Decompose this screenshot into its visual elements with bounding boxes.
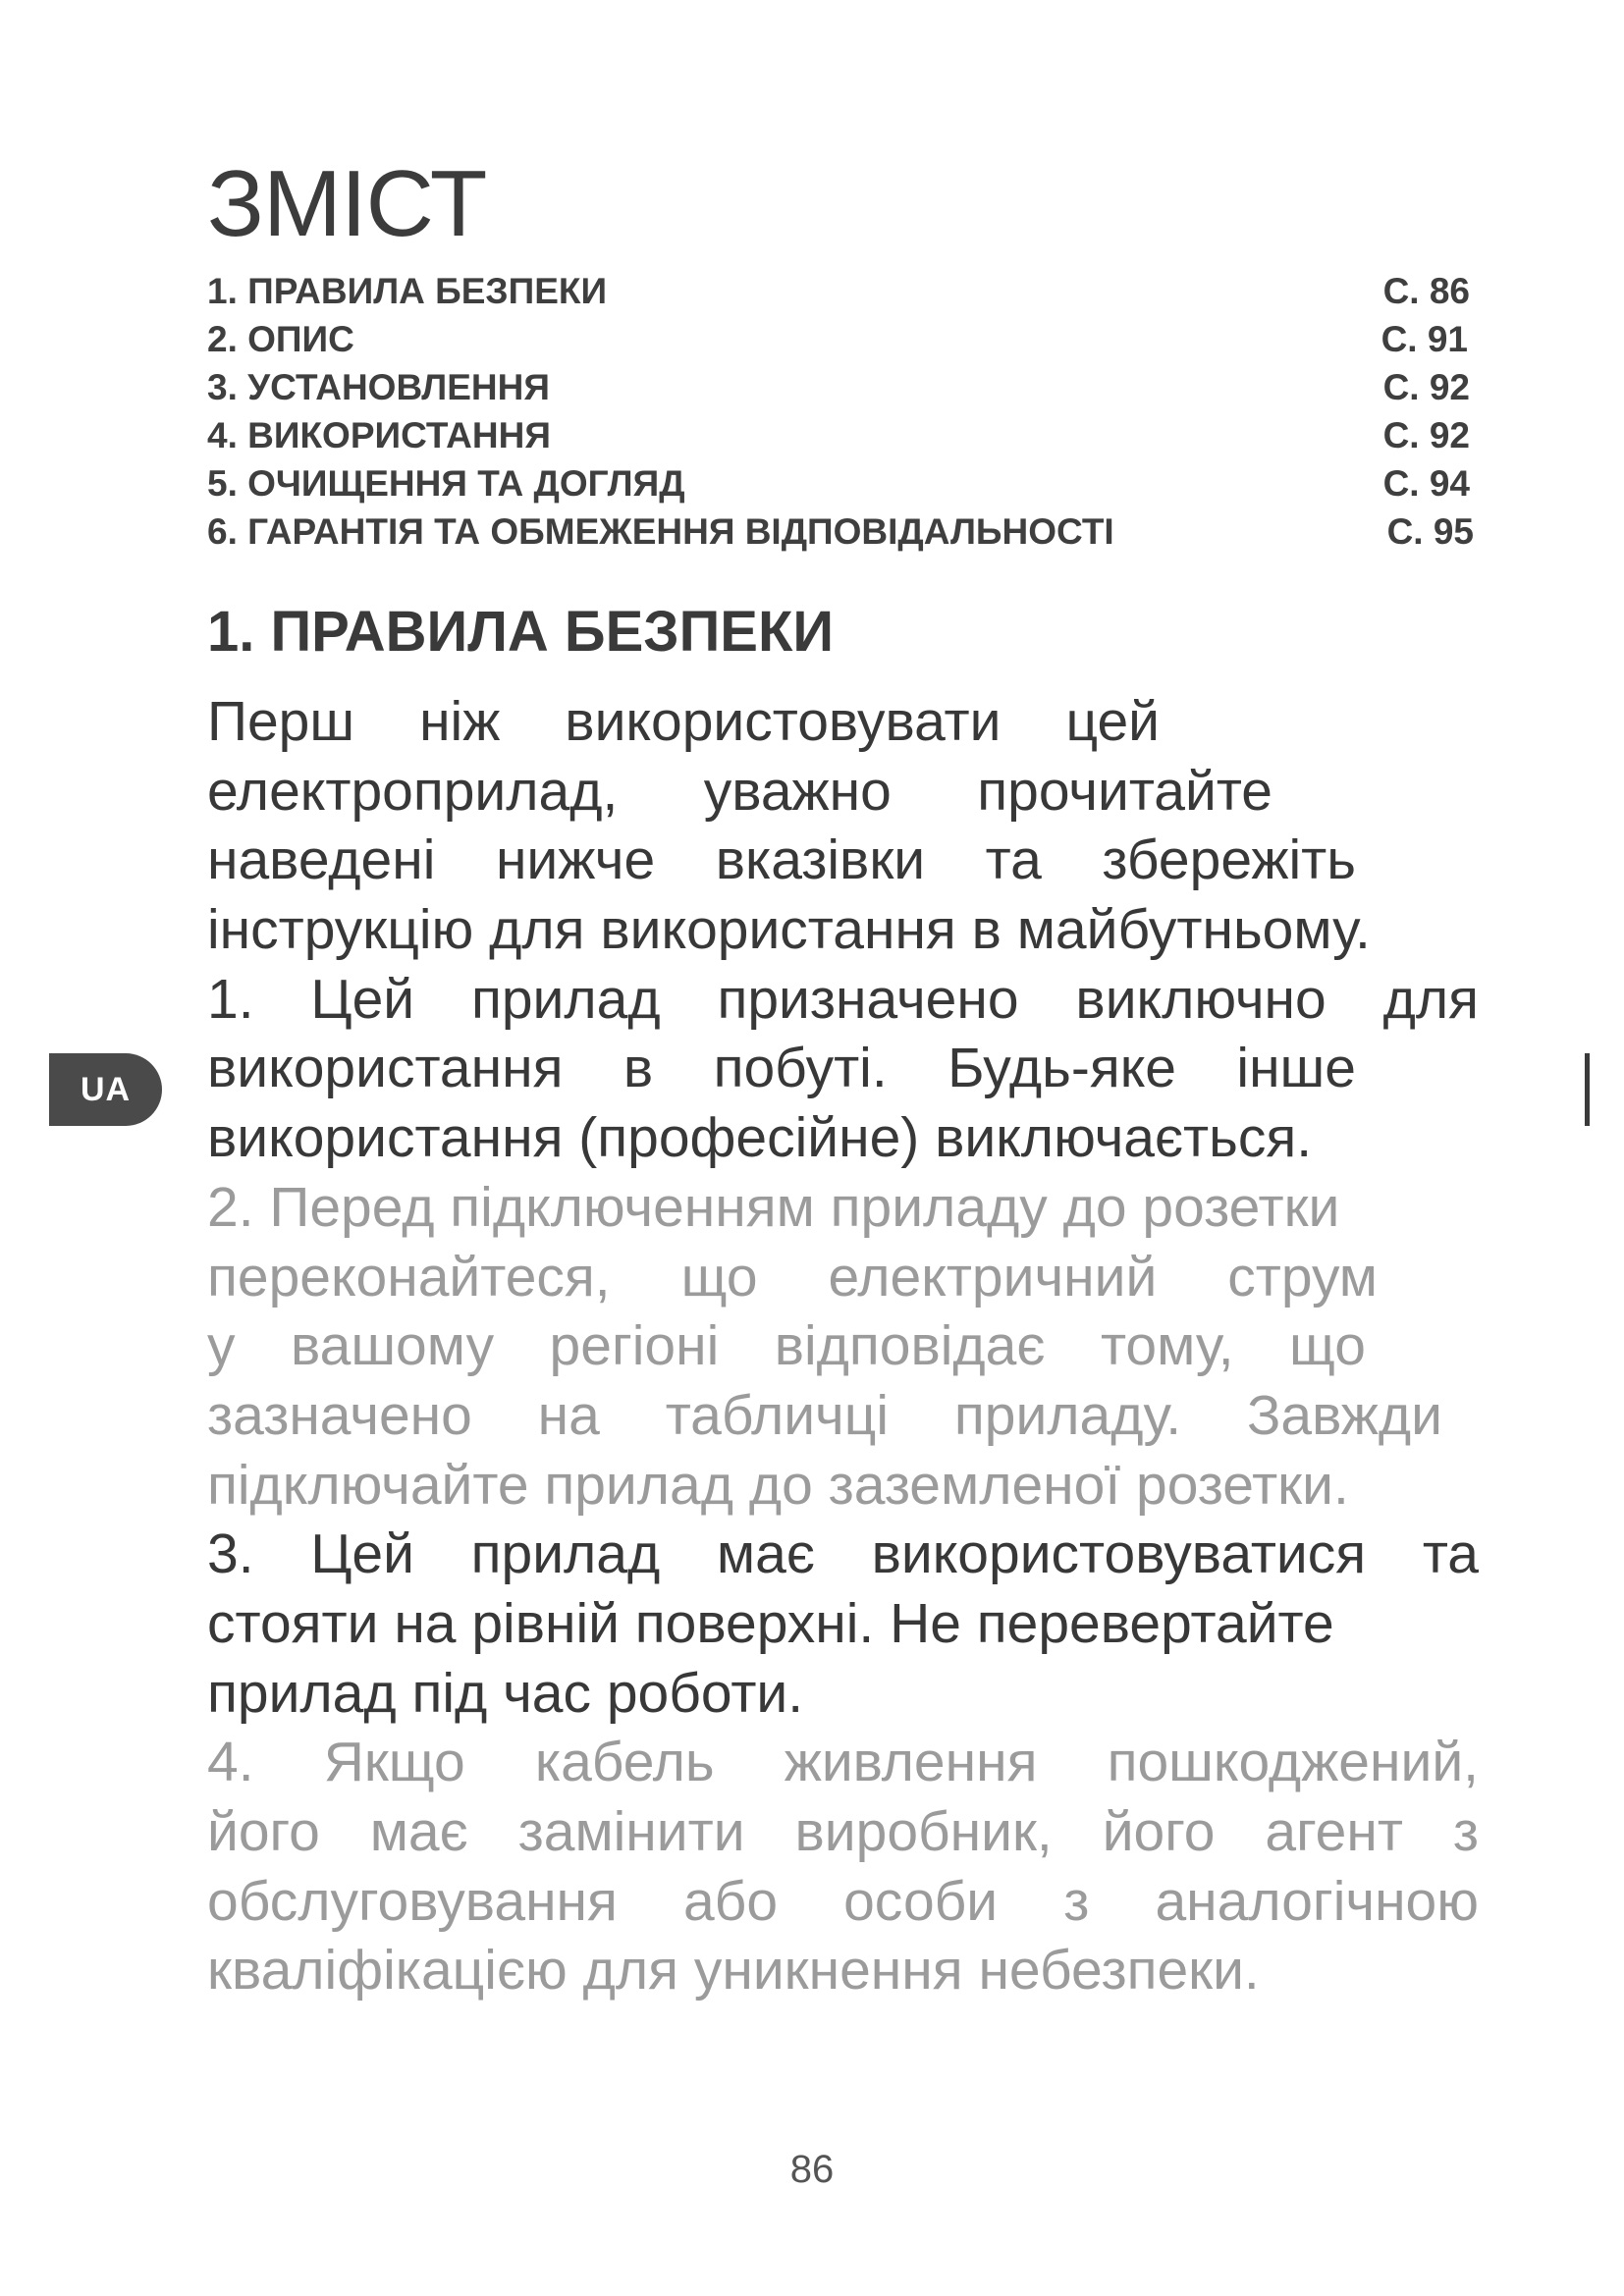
text-line: 3. Цей прилад має використовуватися та <box>207 1522 1479 1586</box>
toc-item-page: С. 86 <box>1382 271 1470 311</box>
text-line: використання (професійне) виключається. <box>207 1106 1313 1170</box>
text-line: кваліфікацією для уникнення небезпеки. <box>207 1939 1260 2002</box>
toc-item-page: С. 91 <box>1380 319 1468 359</box>
text-line: прилад під час роботи. <box>207 1661 804 1725</box>
text-line: переконайтеся, що електричний струм <box>207 1245 1378 1308</box>
toc-item-1[interactable] <box>207 267 1474 315</box>
toc-item-page: С. 92 <box>1382 415 1470 455</box>
text-line: Перш ніж використовувати цей <box>207 690 1160 753</box>
toc-item-5[interactable] <box>207 459 1474 507</box>
toc-item-6[interactable] <box>207 507 1474 556</box>
text-line: 1. Цей прилад призначено виключно для <box>207 967 1479 1031</box>
text-line: стояти на рівній поверхні. Не перевертайте <box>207 1591 1334 1655</box>
toc-item-label: 2. ОПИС <box>207 319 354 359</box>
text-line: 4. Якщо кабель живлення пошкоджений, <box>207 1731 1479 1794</box>
table-of-contents <box>207 267 1474 556</box>
page-title: ЗМІСТ <box>207 151 487 256</box>
toc-item-page: С. 94 <box>1382 463 1470 504</box>
toc-item-page: С. 92 <box>1382 367 1470 407</box>
language-tab[interactable]: UA <box>49 1053 162 1126</box>
toc-item-page: С. 95 <box>1386 511 1474 552</box>
margin-marker <box>1585 1053 1590 1126</box>
toc-item-4[interactable] <box>207 411 1474 459</box>
section-heading: 1. ПРАВИЛА БЕЗПЕКИ <box>207 600 835 664</box>
page-number: 86 <box>789 2148 835 2191</box>
toc-item-label: 1. ПРАВИЛА БЕЗПЕКИ <box>207 271 608 311</box>
text-line: підключайте прилад до заземленої розетки. <box>207 1453 1349 1517</box>
text-line: наведені нижче вказівки та збережіть <box>207 828 1356 892</box>
text-line: обслуговування або особи з аналогічною <box>207 1869 1479 1933</box>
text-line: електроприлад, уважно прочитайте <box>207 759 1272 823</box>
text-line: у вашому регіоні відповідає тому, що <box>207 1314 1366 1378</box>
text-line: його має замінити виробник, його агент з <box>207 1800 1479 1863</box>
text-line: використання в побуті. Будь-яке інше <box>207 1037 1356 1100</box>
safety-rules-text <box>207 687 1513 2005</box>
text-line: інструкцію для використання в майбутньому. <box>207 898 1371 962</box>
toc-item-label: 3. УСТАНОВЛЕННЯ <box>207 367 550 407</box>
toc-item-label: 4. ВИКОРИСТАННЯ <box>207 415 551 455</box>
toc-item-2[interactable] <box>207 315 1474 363</box>
toc-item-label: 5. ОЧИЩЕННЯ ТА ДОГЛЯД <box>207 463 685 504</box>
toc-item-3[interactable] <box>207 363 1474 411</box>
text-line: 2. Перед підключенням приладу до розетки <box>207 1175 1340 1239</box>
text-line: зазначено на табличці приладу. Завжди <box>207 1383 1442 1447</box>
toc-item-label: 6. ГАРАНТІЯ ТА ОБМЕЖЕННЯ ВІДПОВІДАЛЬНОСТІ <box>207 511 1114 552</box>
